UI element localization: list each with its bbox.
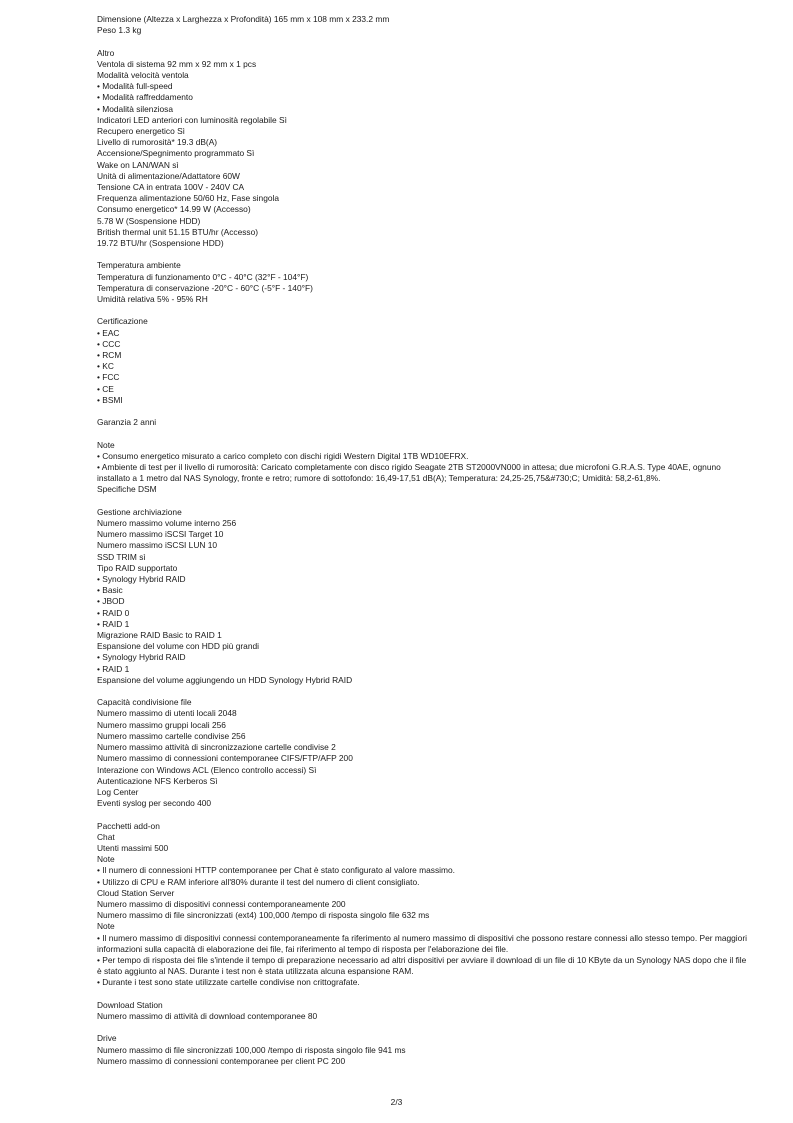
blank-line	[97, 1022, 747, 1033]
blank-line	[97, 406, 747, 417]
text-line: Numero massimo di utenti locali 2048	[97, 708, 237, 719]
text-line: Numero massimo di file sincronizzati 100,000 /tempo di risposta singolo file 941 ms	[97, 1044, 406, 1055]
text-line: Unità di alimentazione/Adattatore 60W	[97, 170, 240, 181]
bullet-line: • Il numero massimo di dispositivi connessi contemporaneamente fa riferimento al numero massimo di dispositivi che possono restare connessi allo stesso tempo. Per maggiori informazioni sulla capacità di elaborazione dei file, fai riferimento al tempo di risposta per l'elaborazione dei file.	[97, 932, 750, 954]
bullet-line: • Basic	[97, 585, 123, 596]
text-line: Numero massimo di dispositivi connessi contemporaneamente 200	[97, 898, 346, 909]
bullet-line: • CE	[97, 383, 114, 394]
text-line: Wake on LAN/WAN sì	[97, 159, 179, 170]
text-line: Interazione con Windows ACL (Elenco controllo accessi) Sì	[97, 764, 317, 775]
text-line: Numero massimo iSCSI Target 10	[97, 529, 224, 540]
text-line: Numero massimo iSCSI LUN 10	[97, 540, 218, 551]
bullet-line: • Consumo energetico misurato a carico completo con dischi rigidi Western Digital 1TB WD10EFRX.	[97, 450, 469, 461]
text-line: Livello di rumorosità* 19.3 dB(A)	[97, 137, 218, 148]
text-line: Numero massimo gruppi locali 256	[97, 719, 226, 730]
bullet-line: • Modalità full-speed	[97, 81, 173, 92]
text-line: Recupero energetico Sì	[97, 126, 185, 137]
bullet-line: • Modalità raffreddamento	[97, 92, 193, 103]
blank-line	[97, 428, 747, 439]
text-line: Tipo RAID supportato	[97, 562, 178, 573]
text-line: Gestione archiviazione	[97, 506, 182, 517]
bullet-line: • Il numero di connessioni HTTP contemporanee per Chat è stato configurato al valore massimo.	[97, 865, 455, 876]
text-line: Chat	[97, 831, 115, 842]
text-line: Frequenza alimentazione 50/60 Hz, Fase singola	[97, 193, 280, 204]
bullet-line: • EAC	[97, 327, 120, 338]
text-line: Indicatori LED anteriori con luminosità regolabile Sì	[97, 114, 287, 125]
bullet-line: • FCC	[97, 372, 120, 383]
text-line: Note	[97, 921, 115, 932]
text-line: Peso 1.3 kg	[97, 25, 142, 36]
bullet-line: • RAID 0	[97, 607, 130, 618]
text-line: Utenti massimi 500	[97, 842, 169, 853]
text-line: Numero massimo di file sincronizzati (ext4) 100,000 /tempo di risposta singolo file 632 ms	[97, 910, 430, 921]
bullet-line: • KC	[97, 361, 114, 372]
text-line: Umidità relativa 5% - 95% RH	[97, 294, 208, 305]
text-line: Pacchetti add-on	[97, 820, 160, 831]
text-line: 19.72 BTU/hr (Sospensione HDD)	[97, 238, 224, 249]
text-line: Tensione CA in entrata 100V - 240V CA	[97, 182, 245, 193]
text-line: Drive	[97, 1033, 117, 1044]
text-line: Numero massimo cartelle condivise 256	[97, 730, 246, 741]
text-line: Autenticazione NFS Kerberos Sì	[97, 775, 218, 786]
text-line: Numero massimo di connessioni contemporanee per client PC 200	[97, 1055, 346, 1066]
bullet-line: • CCC	[97, 338, 121, 349]
document-body	[97, 14, 750, 1067]
text-line: Specifiche DSM	[97, 484, 157, 495]
blank-line	[97, 305, 747, 316]
text-line: Note	[97, 439, 115, 450]
text-line: Numero massimo attività di sincronizzazione cartelle condivise 2	[97, 742, 336, 753]
bullet-line: • Synology Hybrid RAID	[97, 574, 186, 585]
text-line: Temperatura di conservazione -20°C - 60°C (-5°F - 140°F)	[97, 282, 313, 293]
bullet-line: • RCM	[97, 350, 122, 361]
bullet-line: • Utilizzo di CPU e RAM inferiore all'80% durante il test del numero di client consigliato.	[97, 876, 420, 887]
text-line: Numero massimo di connessioni contemporanee CIFS/FTP/AFP 200	[97, 753, 353, 764]
blank-line	[97, 36, 747, 47]
bullet-line: • RAID 1	[97, 663, 130, 674]
text-line: Download Station	[97, 999, 163, 1010]
bullet-line: • Synology Hybrid RAID	[97, 652, 186, 663]
bullet-line: • Durante i test sono state utilizzate cartelle condivise non crittografate.	[97, 977, 360, 988]
text-line: SSD TRIM sì	[97, 551, 146, 562]
bullet-line: • Ambiente di test per il livello di rumorosità: Caricato completamente con disco rigido Seagate 2TB ST2000VN000 in attesa; due microfoni G.R.A.S. Type 40AE, ognuno installato a 1 metro dal NAS Synology, fronte e retro; rumore di sottofondo: 16,49-17,51 dB(A); Temperatura: 24,25-25,75&#730;C; Umidità: 58,2-61,8%.	[97, 462, 724, 484]
text-line: Cloud Station Server	[97, 887, 175, 898]
text-line: Espansione del volume aggiungendo un HDD Synology Hybrid RAID	[97, 674, 353, 685]
text-line: Eventi syslog per secondo 400	[97, 798, 212, 809]
bullet-line: • Modalità silenziosa	[97, 103, 174, 114]
text-line: Modalità velocità ventola	[97, 70, 189, 80]
text-line: Numero massimo di attività di download contemporanee 80	[97, 1010, 318, 1021]
blank-line	[97, 496, 747, 507]
blank-line	[97, 249, 747, 260]
text-line: Consumo energetico* 14.99 W (Accesso)	[97, 204, 251, 215]
page-number: 2/3	[390, 1097, 403, 1107]
text-line: Ventola di sistema 92 mm x 92 mm x 1 pcs	[97, 58, 257, 69]
bullet-line: • JBOD	[97, 596, 125, 607]
text-line: Garanzia 2 anni	[97, 417, 157, 428]
blank-line	[97, 809, 747, 820]
text-line: Migrazione RAID Basic to RAID 1	[97, 630, 222, 641]
text-line: British thermal unit 51.15 BTU/hr (Accesso)	[97, 226, 259, 237]
text-line: Dimensione (Altezza x Larghezza x Profondità) 165 mm x 108 mm x 233.2 mm	[97, 14, 390, 24]
text-line: Log Center	[97, 786, 139, 797]
text-line: 5.78 W (Sospensione HDD)	[97, 215, 201, 226]
blank-line	[97, 989, 747, 1000]
bullet-line: • Per tempo di risposta dei file s'intende il tempo di preparazione necessario ad altri dispositivi per avviare il download di un file di 10 KByte da un Synology NAS dopo che il file è stato aggiunto al NAS. Durante i test non è stata utilizzata alcuna espansione RAM.	[97, 954, 749, 977]
text-line: Certificazione	[97, 316, 148, 327]
text-line: Temperatura di funzionamento 0°C - 40°C (32°F - 104°F)	[97, 271, 309, 282]
blank-line	[97, 686, 747, 697]
text-line: Accensione/Spegnimento programmato Sì	[97, 148, 255, 159]
text-line: Temperatura ambiente	[97, 260, 181, 271]
text-line: Espansione del volume con HDD più grandi	[97, 641, 260, 652]
text-line: Capacità condivisione file	[97, 697, 192, 708]
text-line: Numero massimo volume interno 256	[97, 518, 237, 529]
bullet-line: • RAID 1	[97, 618, 130, 629]
text-line: Note	[97, 854, 115, 865]
text-line: Altro	[97, 47, 115, 58]
bullet-line: • BSMI	[97, 394, 123, 405]
